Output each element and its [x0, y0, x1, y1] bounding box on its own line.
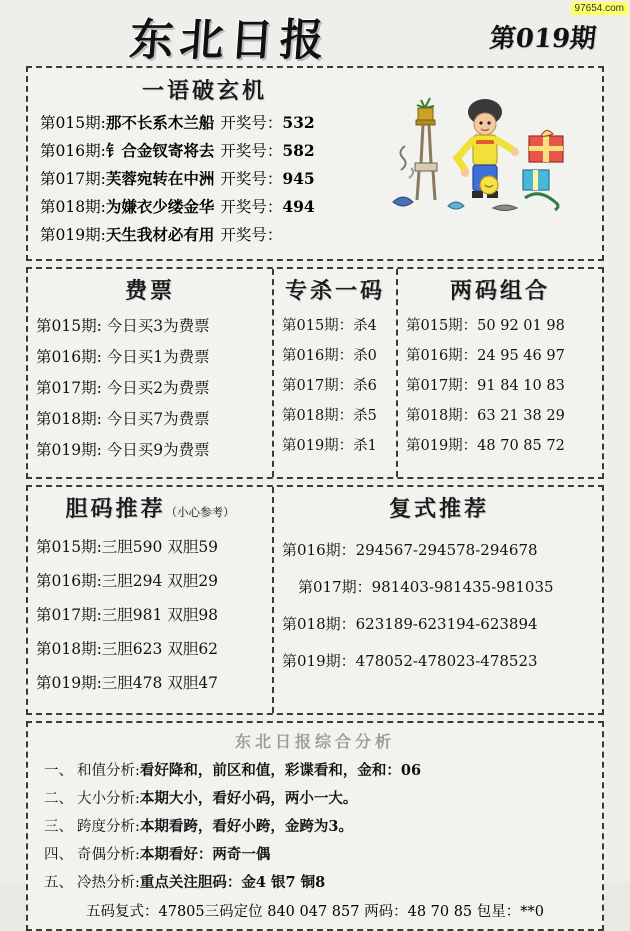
analysis-key: 冷热分析: — [77, 875, 140, 891]
fushi-row: 第016期：294567-294578-294678 — [282, 541, 538, 559]
analysis-value: 本期大小，看好小码，两小一大。 — [139, 790, 358, 807]
riddle-row — [40, 195, 373, 217]
danma-title — [32, 492, 268, 523]
zhuansha-list — [278, 314, 392, 455]
issue-number: 第019期 — [487, 24, 598, 54]
riddle-row — [40, 223, 373, 245]
analysis-key: 奇偶分析: — [77, 847, 140, 863]
fushi-row: 第019期：478052-478023-478523 — [282, 652, 538, 670]
danma-title-text: 胆码推荐 — [65, 496, 166, 522]
feipiao-row: 第019期: 今日买9为费票 — [36, 441, 210, 459]
feipiao-row: 第018期: 今日买7为费票 — [36, 410, 210, 428]
riddle-row — [40, 139, 373, 161]
feipiao-row: 第016期: 今日买1为费票 — [36, 348, 210, 366]
analysis-row — [44, 871, 596, 892]
riddle-issue-label: 第015期: — [40, 114, 106, 132]
zhuansha-row: 第016期：杀0 — [282, 348, 377, 364]
analysis-row — [44, 815, 596, 836]
analysis-value: 本期看跨，看好小跨，金跨为3。 — [139, 818, 353, 835]
three-column-section — [26, 267, 604, 479]
analysis-title: 东北日报综合分析 — [234, 732, 395, 751]
riddle-issue-label: 第019期: — [40, 226, 106, 244]
draw-label: 开奖号： — [220, 170, 283, 188]
liangma-row: 第015期：50 92 01 98 — [406, 318, 565, 334]
liangma-row: 第018期：63 21 38 29 — [406, 408, 565, 424]
zhuansha-column — [274, 269, 398, 477]
riddle-row — [40, 111, 373, 133]
analysis-row — [44, 843, 596, 864]
liangma-row: 第019期：48 70 85 72 — [406, 438, 565, 454]
fushi-column — [274, 487, 602, 713]
analysis-value: 本期看好：两奇一偶 — [139, 846, 271, 863]
liangma-title: 两码组合 — [449, 278, 550, 304]
liangma-row: 第016期：24 95 46 97 — [406, 348, 565, 364]
page-header — [0, 0, 630, 66]
analysis-footer: 五码复式：47805三码定位 840 047 857 两码：48 70 85 包星：**0 — [86, 904, 544, 920]
liangma-column — [398, 269, 602, 477]
draw-label: 开奖号： — [220, 114, 283, 132]
liangma-row: 第017期：91 84 10 83 — [406, 378, 565, 394]
riddle-phrase: 芙蓉宛转在中洲 — [105, 169, 215, 188]
analysis-section — [26, 721, 604, 931]
riddle-phrase: 那不长系木兰船 — [105, 113, 215, 132]
analysis-value: 看好降和，前区和值，彩谍看和，金和：06 — [139, 762, 422, 779]
analysis-key: 大小分析: — [77, 791, 140, 807]
draw-number: 582 — [282, 141, 315, 160]
riddle-list — [36, 111, 373, 245]
danma-row: 第018期:三胆623 双胆62 — [36, 640, 219, 658]
zhuansha-row: 第018期：杀5 — [282, 408, 377, 424]
riddle-issue-label: 第018期: — [40, 198, 106, 216]
danma-row: 第016期:三胆294 双胆29 — [36, 572, 219, 590]
riddle-phrase: 钅合金钗寄将去 — [105, 141, 215, 160]
analysis-index: 三、 — [44, 819, 73, 835]
analysis-index: 二、 — [44, 791, 73, 807]
draw-label: 开奖号： — [220, 198, 283, 216]
danma-row: 第017期:三胆981 双胆98 — [36, 606, 219, 624]
draw-number: 494 — [282, 197, 315, 216]
riddle-section — [26, 66, 604, 261]
feipiao-title: 费票 — [124, 278, 175, 304]
analysis-key: 和值分析: — [77, 763, 140, 779]
danma-row: 第015期:三胆590 双胆59 — [36, 538, 219, 556]
feipiao-list — [32, 314, 268, 460]
watermark-label: 97654.com — [571, 2, 628, 15]
danma-column — [28, 487, 274, 713]
fushi-row: 第017期：981403-981435-981035 — [298, 578, 554, 596]
analysis-key: 跨度分析: — [77, 819, 140, 835]
masthead-title: 东北日报 — [127, 15, 332, 66]
riddle-title: 一语破玄机 — [141, 78, 267, 104]
analysis-index: 四、 — [44, 847, 73, 863]
two-column-section — [26, 485, 604, 715]
fushi-list — [280, 539, 598, 671]
fushi-row: 第018期：623189-623194-623894 — [282, 615, 538, 633]
draw-number: 945 — [282, 169, 315, 188]
draw-label: 开奖号： — [220, 226, 283, 244]
riddle-issue-label: 第016期: — [40, 142, 106, 160]
riddle-phrase: 为嫌衣少缕金华 — [105, 197, 215, 216]
analysis-index: 一、 — [44, 763, 73, 779]
danma-note: （小心参考） — [165, 505, 235, 519]
zhuansha-row: 第017期：杀6 — [282, 378, 377, 394]
cartoon-illustration-icon — [373, 78, 588, 228]
danma-list — [32, 535, 268, 693]
analysis-row — [44, 787, 596, 808]
analysis-list — [34, 759, 596, 892]
analysis-index: 五、 — [44, 875, 73, 891]
feipiao-column — [28, 269, 274, 477]
feipiao-row: 第017期: 今日买2为费票 — [36, 379, 210, 397]
analysis-value: 重点关注胆码：金4 银7 铜8 — [139, 874, 326, 891]
riddle-phrase: 天生我材必有用 — [105, 225, 215, 244]
zhuansha-row: 第015期：杀4 — [282, 318, 377, 334]
zhuansha-title: 专杀一码 — [284, 278, 385, 304]
analysis-row — [44, 759, 596, 780]
liangma-list — [402, 314, 598, 455]
danma-row: 第019期:三胆478 双胆47 — [36, 674, 219, 692]
zhuansha-row: 第019期：杀1 — [282, 438, 377, 454]
draw-number: 532 — [282, 113, 315, 132]
riddle-issue-label: 第017期: — [40, 170, 106, 188]
fushi-title: 复式推荐 — [388, 496, 489, 522]
draw-label: 开奖号： — [220, 142, 283, 160]
feipiao-row: 第015期: 今日买3为费票 — [36, 317, 210, 335]
riddle-row — [40, 167, 373, 189]
